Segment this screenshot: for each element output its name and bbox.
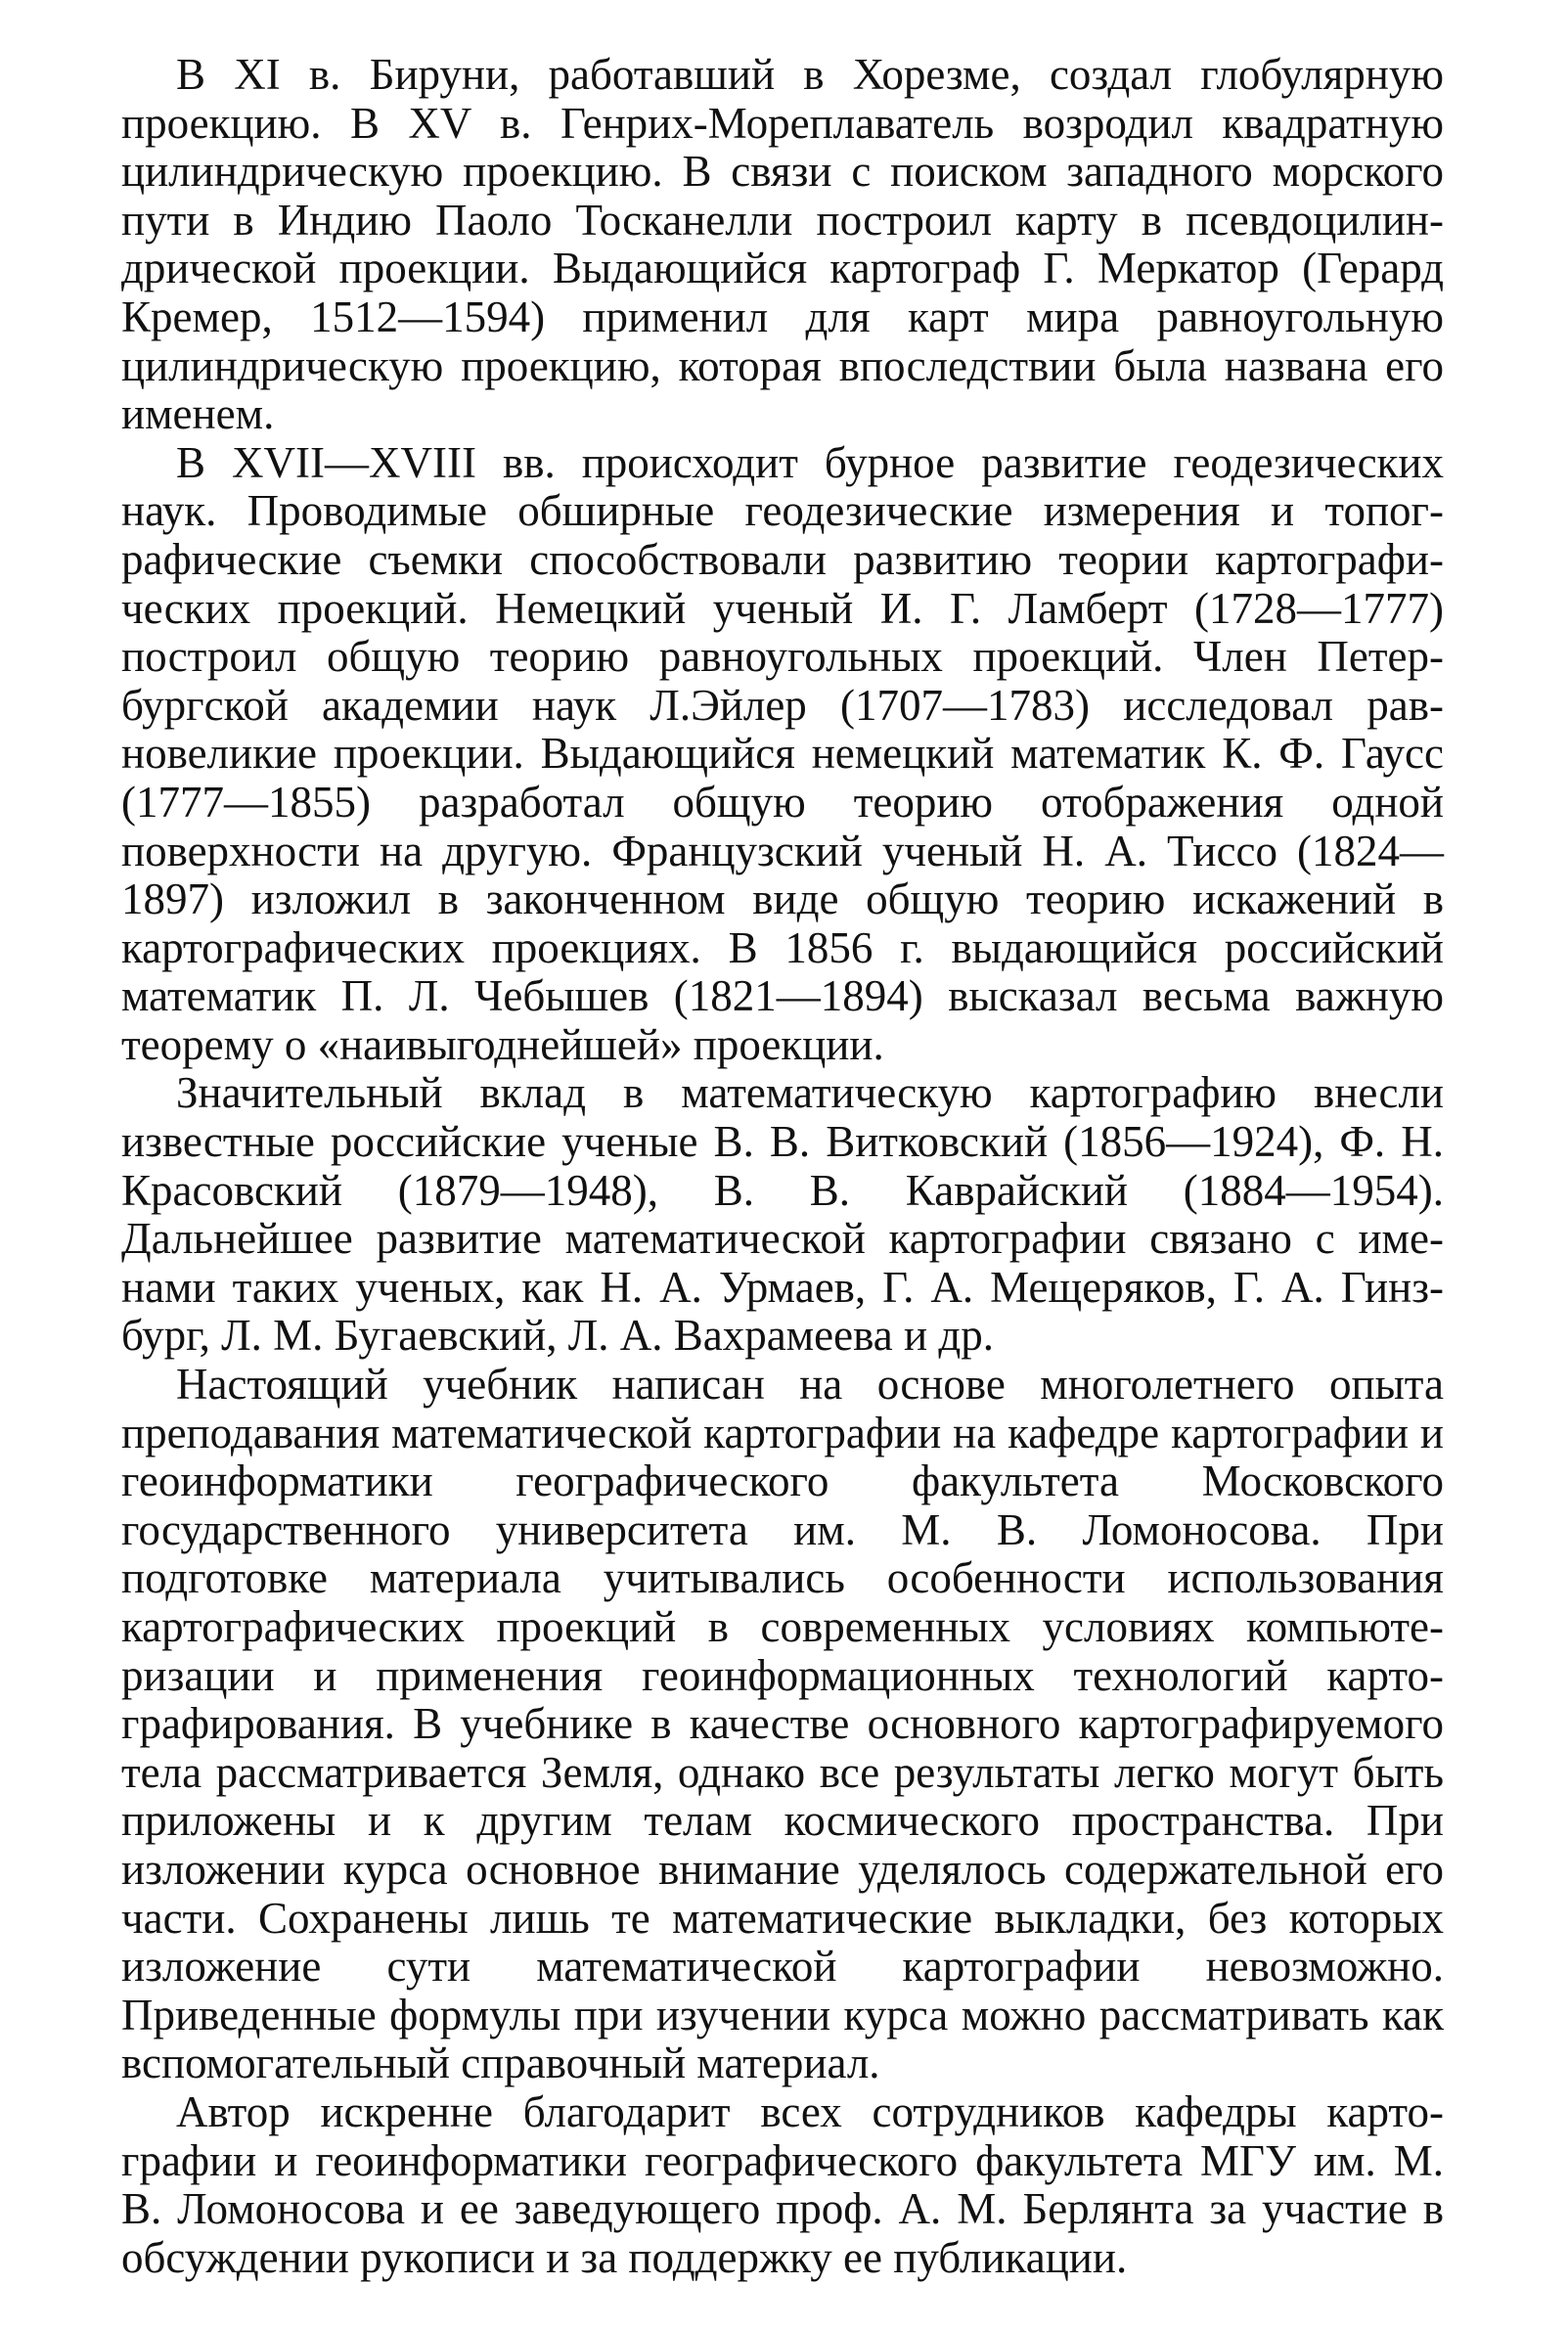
paragraph-history-early-projections: В XI в. Бируни, работавший в Хорезме, создал глобулярную проекцию. В XV в. Генрих-Мореплаватель возродил квадратную цилиндрическую проекцию. В связи с поиском западного морского пути в Индию Паоло Тосканелли построил карту в псевдоцилиндрической проекции. Выдающийся картограф Г. Меркатор (Герард Кремер, 1512—1594) применил для карт мира равноугольную цилиндрическую проекцию, которая впоследствии была названа его именем. (121, 50, 1444, 439)
paragraph-russian-scientists: Значительный вклад в математическую картографию внесли известные российские ученые В. В. Витковский (1856—1924), Ф. Н. Красовский (1879—1948), В. В. Каврайский (1884—1954). Дальнейшее развитие математической картографии связано с именами таких ученых, как Н. А. Урмаев, Г. А. Мещеряков, Г. А. Гинзбург, Л. М. Бугаевский, Л. А. Вахрамеева и др. (121, 1068, 1444, 1361)
paragraph-history-17-18-centuries: В XVII—XVIII вв. происходит бурное развитие геодезических наук. Проводимые обширные геодезические измерения и топографические съемки способствовали развитию теории картографических проекций. Немецкий ученый И. Г. Ламберт (1728—1777) построил общую теорию равноугольных проекций. Член Петербургской академии наук Л.Эйлер (1707—1783) исследовал равновеликие проекции. Выдающийся немецкий математик К. Ф. Гаусс (1777—1855) разработал общую теорию отображения одной поверхности на другую. Французский ученый Н. А. Тиссо (1824—1897) изложил в законченном виде общую теорию искажений в картографических проекциях. В 1856 г. выдающийся российский математик П. Л. Чебышев (1821—1894) высказал весьма важную теорему о «наивыгоднейшей» проекции. (121, 437, 1444, 1069)
paragraph-acknowledgements: Автор искренне благодарит всех сотрудников кафедры картографии и геоинформатики географического факультета МГУ им. М. В. Ломоносова и ее заведующего проф. А. М. Берлянта за участие в обсуждении рукописи и за поддержку ее публикации. (121, 2086, 1444, 2282)
document-page (121, 51, 1444, 2282)
paragraph-textbook-description: Настоящий учебник написан на основе многолетнего опыта преподавания математической картографии на кафедре картографии и геоинформатики географического факультета Московского государственного университета им. М. В. Ломоносова. При подготовке материала учитывались особенности использования картографических проекций в современных условиях компьютеризации и применения геоинформационных технологий картографирования. В учебнике в качестве основного картографируемого тела рассматривается Земля, однако все результаты легко могут быть приложены и к другим телам космического пространства. При изложении курса основное внимание уделялось содержательной его части. Сохранены лишь те математические выкладки, без которых изложение сути математической картографии невозможно. Приведенные формулы при изучении курса можно рассматривать как вспомогательный справочный материал. (121, 1360, 1444, 2088)
